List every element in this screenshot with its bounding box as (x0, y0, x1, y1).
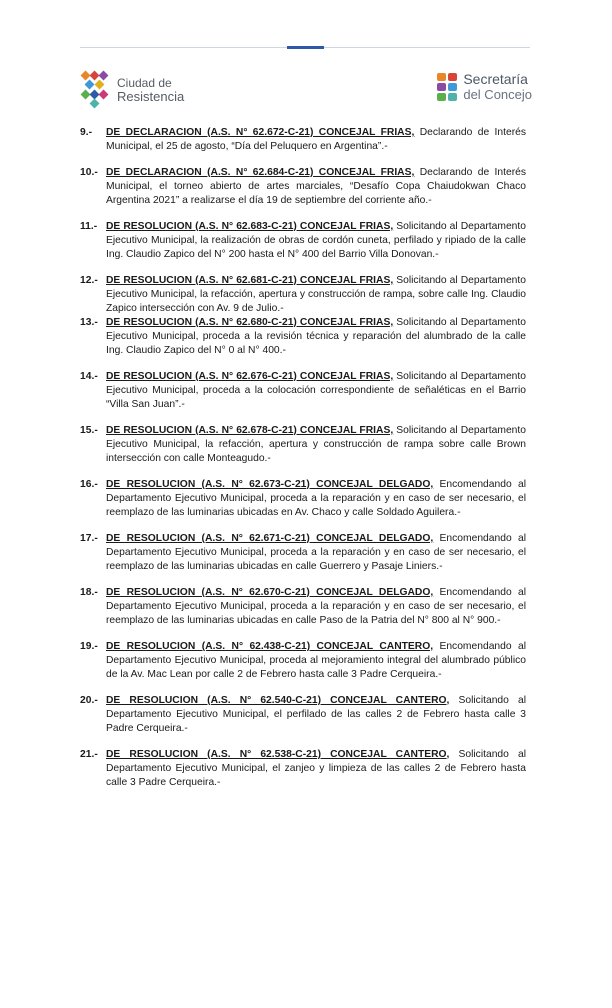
item-number: 16.- (80, 479, 98, 490)
item-heading: DE RESOLUCION (A.S. N° 62.681-C-21) CONCEJAL FRIAS, (106, 275, 394, 286)
item-number: 18.- (80, 587, 98, 598)
header-accent-bar (287, 46, 324, 49)
secretaria-line-2: del Concejo (463, 87, 532, 102)
item-heading: DE RESOLUCION (A.S. N° 62.438-C-21) CONCEJAL CANTERO, (106, 641, 434, 652)
secretaria-line-1: Secretaría (463, 71, 528, 87)
item-heading: DE RESOLUCION (A.S. N° 62.538-C-21) CONCEJAL CANTERO, (106, 749, 450, 760)
item-text: Encomendando al Departamento Ejecutivo Municipal, proceda a la reparación y en caso de ser necesario, el reemplazo de las luminarias ubicadas en calle Paso de la Patria del N° 800 al N° 900.- (106, 587, 527, 626)
ciudad-resistencia-logo (80, 70, 184, 110)
item-text: Solicitando al Departamento Ejecutivo Municipal, la refacción, apertura y construcción de rampa sobre calle Brown intersección con calle Monteagudo.- (106, 425, 526, 464)
agenda-items-list (80, 126, 526, 802)
item-number: 19.- (80, 641, 98, 652)
agenda-item (80, 694, 526, 736)
item-heading: DE RESOLUCION (A.S. N° 62.683-C-21) CONCEJAL FRIAS, (106, 221, 394, 232)
item-number: 20.- (80, 695, 98, 706)
agenda-item (80, 220, 526, 262)
logo-line-2: Resistencia (117, 89, 185, 104)
agenda-item (80, 748, 526, 790)
secretaria-concejo-logo (436, 72, 532, 102)
item-heading: DE RESOLUCION (A.S. N° 62.676-C-21) CONCEJAL FRIAS, (106, 371, 394, 382)
item-text: Solicitando al Departamento Ejecutivo Municipal, la refacción, apertura y construcción de rampa, sobre calle Ing. Claudio Zapico intersección con Av. 9 de Julio.- (106, 275, 526, 314)
agenda-item (80, 370, 526, 412)
item-number: 13.- (80, 317, 98, 328)
item-number: 17.- (80, 533, 98, 544)
agenda-item (80, 424, 526, 466)
item-number: 11.- (80, 221, 98, 232)
agenda-item (80, 478, 526, 520)
item-number: 15.- (80, 425, 98, 436)
item-heading: DE RESOLUCION (A.S. N° 62.673-C-21) CONCEJAL DELGADO, (106, 479, 434, 490)
item-text: Encomendando al Departamento Ejecutivo Municipal, proceda al mejoramiento integral del alumbrado público de la Av. Mac Lean por calle 2 de Febrero hasta calle 3 Padre Cerqueira.- (106, 641, 526, 680)
agenda-item (80, 532, 526, 574)
item-text: Solicitando al Departamento Ejecutivo Municipal, proceda a la colocación correspondiente de señaléticas en el Barrio “Villa San Juan”.- (106, 371, 526, 410)
item-number: 9.- (80, 127, 93, 138)
ciudad-logo-icon (80, 70, 110, 110)
item-text: Solicitando al Departamento Ejecutivo Municipal, el zanjeo y limpieza de las calles 2 de Febrero hasta calle 3 Padre Cerqueira.- (106, 749, 526, 788)
agenda-item (80, 274, 526, 316)
item-heading: DE DECLARACION (A.S. N° 62.684-C-21) CONCEJAL FRIAS, (106, 167, 415, 178)
item-number: 12.- (80, 275, 98, 286)
item-text: Solicitando al Departamento Ejecutivo Municipal, el perfilado de las calles 2 de Febrero hasta calle 3 Padre Cerqueira.- (106, 695, 526, 734)
item-heading: DE RESOLUCION (A.S. N° 62.680-C-21) CONCEJAL FRIAS, (106, 317, 394, 328)
item-text: Declarando de Interés Municipal, el 25 de agosto, “Día del Peluquero en Argentina”.- (106, 127, 526, 152)
agenda-item (80, 166, 526, 208)
agenda-item (80, 586, 526, 628)
item-heading: DE DECLARACION (A.S. N° 62.672-C-21) CONCEJAL FRIAS, (106, 127, 415, 138)
item-text: Declarando de Interés Municipal, el torneo abierto de artes marciales, “Desafío Copa Chaiudokwan Chaco Argentina 2021” a realizarse el día 19 de septiembre del corriente año.- (106, 167, 526, 206)
item-number: 14.- (80, 371, 98, 382)
logo-line-1: Ciudad de (117, 76, 172, 90)
agenda-item (80, 316, 526, 358)
item-heading: DE RESOLUCION (A.S. N° 62.540-C-21) CONCEJAL CANTERO, (106, 695, 450, 706)
item-text: Solicitando al Departamento Ejecutivo Municipal, la realización de obras de cordón cuneta, perfilado y ripiado de la calle Ing. Claudio Zapico del N° 200 hasta el N° 400 del Barrio Villa Donovan.- (106, 221, 526, 260)
agenda-item (80, 126, 526, 154)
item-text: Encomendando al Departamento Ejecutivo Municipal, proceda a la reparación y en caso de ser necesario, el reemplazo de las luminarias ubicadas en Av. Chaco y calle Soldado Aguilera.- (106, 479, 527, 518)
secretaria-logo-icon (436, 72, 458, 102)
agenda-item (80, 640, 526, 682)
item-heading: DE RESOLUCION (A.S. N° 62.671-C-21) CONCEJAL DELGADO, (106, 533, 434, 544)
item-text: Encomendando al Departamento Ejecutivo Municipal, proceda a la reparación y en caso de ser necesario, el reemplazo de las luminarias ubicadas en calle Guerrero y Pasaje Liniers.- (106, 533, 527, 572)
item-heading: DE RESOLUCION (A.S. N° 62.670-C-21) CONCEJAL DELGADO, (106, 587, 434, 598)
item-heading: DE RESOLUCION (A.S. N° 62.678-C-21) CONCEJAL FRIAS, (106, 425, 394, 436)
item-number: 21.- (80, 749, 98, 760)
item-text: Solicitando al Departamento Ejecutivo Municipal, proceda a la revisión técnica y reparación del alumbrado de la calle Ing. Claudio Zapico del N° 0 al N° 400.- (106, 317, 526, 356)
item-number: 10.- (80, 167, 98, 178)
